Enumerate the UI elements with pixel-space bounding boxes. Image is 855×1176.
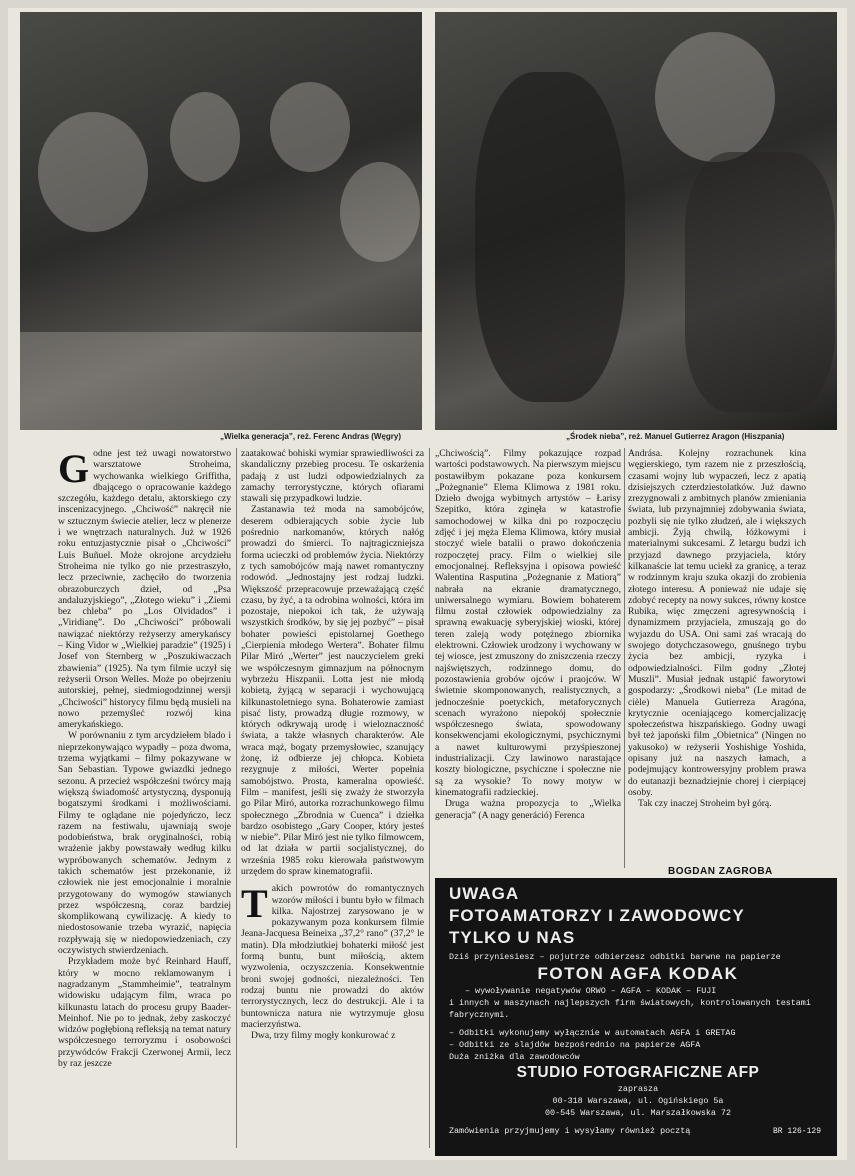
ad-text: Dziś przyniesiesz – pojutrze odbierzesz odbitki barwne na papierze [449,952,781,962]
article-paragraph: Druga ważna propozycja to „Wielka generacja” (A nagy generáció) Ferenca [435,798,621,821]
ad-reference-code: BR 126-129 [772,1127,821,1136]
ad-headline: FOTOAMATORZY I ZAWODOWCY [449,906,745,925]
ad-text: – Odbitki wykonujemy wyłącznie w automatach AGFA i GRETAG [449,1028,736,1038]
article-paragraph: „Chciwością”. Filmy pokazujące rozpad wartości podstawowych. Na pierwszym miejscu postawiłbym pokazane poza konkursem „Pożegnanie” Elema Klimowa z 1981 roku. Dzieło dwojga wybitnych artystów – Łarisy Szepitko, która zginęła w katastrofie samochodowej w kilka dni po rozpoczęciu zdjęć i jej męża Elema Klimowa, który musiał stoczyć wiele batalii o prawo dokończenia rozpoczętej pracy. Film o wielkiej sile emocjonalnej. Refleksyjna i opisowa powieść Walentina Rasputina „Pożegnanie z Matiorą” nabrała na ekranie dramatycznego, uniwersalnego wymiaru. Bowiem bohaterem filmu został człowiek odpowiedzialny za sprawną ewakuację syberyjskiej wioski, której teren zaleją wody potężnego zbiornika elektrowni. Człowiek urodzony i wychowany w tej wiosce, jest zmuszony do zniszczenia rzeczy najświętszych, rodzinnego domu, do pozostawienia grobów ojców i praojców. W świetnie skomponowanych, realistycznych, a jednocześnie poetyckich, metaforycznych scenach wyrażono niepokój społecznie współczesnego świata, spowodowany konsekwencjami ekologicznymi, psychicznymi a nawet kulturowymi przyśpieszonej industrializacji. Czy lawinowo narastające koszty biologiczne, psychiczne i społeczne nie są za wysokie? To nowy motyw w kinematografii radzieckiej. [435,448,621,798]
author-signature: BOGDAN ZAGROBA [668,866,773,877]
magazine-page [8,8,847,1160]
ad-text: Zamówienia przyjmujemy i wysyłamy również pocztą [449,1126,691,1136]
ad-text: – wywoływanie negatywów ORWO – AGFA – KODAK – FUJI [465,986,717,996]
article-paragraph: Zastanawia też moda na samobójców, deserem odbierających sobie życie lub pośrednio narkomanów, których nałóg prowadzi do śmierci. To najtragiczniejsza forma ucieczki od problemów życia. Niektórzy z tych samobójców mają nawet romantyczny rodowód. „Jednostajny jest rodzaj ludzki. Większość przepracowuje przeważającą część czasu, by żyć, a ta odrobina wolności, która im pozostaje, niepokoi ich tak, że używają wszystkich środków, by się jej pozbyć” – pisał bohater powieści epistolarnej Goethego „Cierpienia młodego Wertera”. Bohater filmu Pilar Miró „Werter” jest nauczycielem greki we współczesnym gimnazjum na północnym wybrzeżu Hiszpanii. Lotta jest nie młodą kobietą, żyjącą w separacji i wychowującą kilkunastoletniego syna. Bohaterowie zamiast pisać listy, prowadzą długie rozmowy, w których odkrywają urodę i wieloznaczność świata, a także własnych charakterów. Ale wraca mąż, bogaty przemysłowiec, szanujący żonę, iż odbierze jej chłopca. Kobieta rezygnuje z miłości, Werter popełnia samobójstwo. Prosta, kameralna opowieść. Film – manifest, jeśli się zważy że stworzyła go Pilar Miró, autorka rozrachunkowego filmu społecznego „Zbrodnia w Cuenca” i dziełka bardzo osobistego „Gary Cooper, który jesteś w niebie”. Pilar Miró jest nie tylko filmowcem, od lat działa w partii socjalistycznej, do września 1985 roku kierowała państwowym urzędem do spraw kinematografii. [241,504,424,877]
ad-text: zaprasza [617,1084,659,1094]
column-rule [624,448,625,868]
ad-text: fabrycznymi. [449,1010,510,1020]
article-column-3 [435,448,621,868]
film-still-srodek-nieba [435,12,837,430]
article-paragraph: W porównaniu z tym arcydziełem blado i nieprzekonywająco wypadły – poza dwoma, trzema wyjątkami – filmy pokazywane w San Sebastian. Typowe gwiazdki jednego sezonu. A przecież współcześni twórcy mają większą świadomość artystyczną, dysponują bogatszymi środkami i możliwościami. Filmy te oglądane nie pojedyńczo, lecz razem na festiwalu, ujawniają swoje podobieństwa, brak oryginalności, robią wrażenie jakby powstawały według kilku wypróbowanych schematów. Jednym z takich schematów jest przekonanie, iż człowiek nie jest emocjonalnie i moralnie przygotowany do wymogów stawianych przez współczesną, coraz bardziej skomplikowaną cywilizację. A kiedy to niedostosowanie trzeba wyrazić, napięcia rozpływają się w niedopowiedzeniach, czy oczywistych stwierdzeniach. [58,730,231,957]
photo-caption-left: „Wielka generacja”, reż. Ferenc Andras (Węgry) [220,432,402,441]
ad-studio-name: STUDIO FOTOGRAFICZNE AFP [516,1064,760,1081]
ad-text: – Odbitki ze slajdów bezpośrednio na papierze AGFA [449,1040,701,1050]
article-paragraph: zaatakować bohiski wymiar sprawiedliwości za skandaliczny przebieg procesu. Te oskarżenia padają z ust ludzi odpowiedzialnych za zamachy terrorystyczne, których ofiarami stawali się przypadkowi ludzie. [241,448,424,505]
ad-address: 00-545 Warszawa, ul. Marszałkowska 72 [545,1108,731,1118]
photo-caption-right: „Środek nieba”, reż. Manuel Gutierrez Aragon (Hiszpania) [566,432,785,441]
column-rule [236,448,237,1148]
article-paragraph: akich powrotów do romantycznych wzorów miłości i buntu było w filmach kilka. Najostrzej zarysowano je w pokazywanym poza konkursem filmie Jeana-Jacquesa Beineixa „37,2° rano” (37,2° le matin). Dla młodziutkiej bohaterki miłość jest formą buntu, bunt miłością, aktem wyzwolenia, oczyszczenia. Konsekwentnie broni swojej godności, niezależności. Ten rodzaj buntu nie prowadzi do aktów terrorystycznych, lecz do destrukcji. Ale i ta buntownicza natura nie wytrzymuje głosu macierzyństwa. [241,883,424,1030]
article-paragraph: Tak czy inaczej Stroheim był górą. [638,798,772,810]
photo-studio-advertisement [435,878,837,1156]
article-paragraph: Dwa, trzy filmy mogły konkurować z [251,1030,396,1042]
article-column-2 [241,448,424,1148]
article-column-4 [628,448,806,868]
article-paragraph: Andrása. Kolejny rozrachunek kina węgierskiego, tym razem nie z przeszłością, czasami wojny lub wypaczeń, lecz z apatią dzisiejszych czterdziestolatków. Już dawno zrezygnowali z ambitnych planów zmieniania świata, lub przynajmniej zdobywania świata, pozbyli się nie tylko złudzeń, ale i większych ambicji. Żyją chwilą, łóżkowymi i materialnymi sukcesami. Z letargu budzi ich przyjazd dawnego przyjaciela, który kilkanaście lat temu uciekł za granicę, a teraz w rodzinnym kraju szuka okazji do zrobienia złotego interesu. A ponieważ nie udaje się zdobyć recepty na nowy sukces, równy kostce Rubika, więc zmęczeni agresywnością i dynamizmem przyjaciela, zmuszają go do wyjazdu do USA. Oni sami zaś wracają do swojego dotychczasowego, gnuśnego trybu życia bez ambicji, ryzyka i odpowiedzialności. Film godny „Złotej Muszli”. Musiał jednak ustąpić faworytowi gospodarzy: „Środkowi nieba” (Le mitad de cièle) Manuela Gutierreza Aragóna, krytycznie oceniającego komercjalizację społeczeństwa hiszpańskiego. Godny uwagi był też japoński film „Obietnica” (Ningen no yakusoko) w reżyserii Yoshishige Yoshida, opisany już na naszych łamach, a podejmujący kontrowersyjny problem prawa do eutanazji beznadziejnie chorej i cierpiącej osoby. [628,448,806,798]
drop-cap: G [58,448,90,491]
article-paragraph: Przykładem może być Reinhard Hauff, który w mocno reklamowanym i nagradzanym „Stammheimie”, teatralnym widowisku udającym film, wraca po kilkunastu latach do procesu grupy Baader-Meinhof. Nie po to jednak, żeby zaskoczyć widzów pogłębioną refleksją na temat natury współczesnego terroryzmu i osobowości przywódców Frakcji Czerwonej Armii, lecz by raz jeszcze [58,956,231,1070]
ad-headline: TYLKO U NAS [449,928,576,947]
ad-address: 00-318 Warszawa, ul. Ogińskiego 5a [552,1096,724,1106]
ad-brands: FOTON AGFA KODAK [537,964,739,983]
ad-text: i innych w maszynach najlepszych firm światowych, kontrolowanych testami [449,998,811,1008]
film-still-wielka-generacja [20,12,422,430]
article-column-1 [58,448,231,1148]
article-paragraph: odne jest też uwagi nowatorstwo warsztatowe Stroheima, wychowanka wielkiego Griffitha, dbającego o opracowanie każdego szczegółu, każdego detalu, aktorskiego czy inscenizacyjnego. „Chciwość” nakręcił nie w sztucznym świecie atelier, lecz w plenerze i we wnętrzach naturalnych. Już w 1926 roku entuzjastycznie pisał o „Chciwości” Luis Buñuel. Może okrojone arcydziełu Stroheima nie tylko go nie przestraszyło, lecz przeciwnie, zachęciło do tworzenia obrazoburczych dzieł, od „Psa andaluzyjskiego”, „Złotego wieku” i „Ziemi bez chleba” po „Los Olvidados” i „Viridianę”. Do „Chciwości” próbowali nawiązać niektórzy reżyserzy amerykańscy – King Vidor w „Wielkiej paradzie” (1925) i Josef von Sternberg w „Poszukiwaczach zbawienia” (1925). Na tym filmie uczył się reżyserii Orson Welles. Może po obejrzeniu autorskiej, pełnej, siedmiogodzinnej wersji „Chciwości” historycy filmu będą musieli na nowo przemyśleć rozwój kina amerykańskiego. [58,448,231,731]
drop-cap: T [241,881,268,927]
ad-text: Duża zniżka dla zawodowców [449,1052,580,1062]
column-rule [429,448,430,1148]
ad-headline: UWAGA [449,884,520,903]
